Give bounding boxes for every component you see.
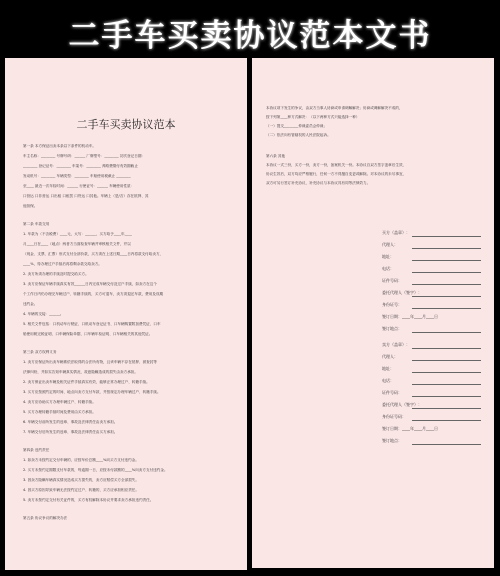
seller-field-label: 地址： [382, 366, 394, 371]
seller-field [382, 426, 487, 434]
body-line: 4. 卖方应协助买方办理车辆过户、转籍手续。 [23, 400, 96, 404]
buyer-field-line [412, 332, 481, 333]
buyer-field [382, 278, 487, 286]
body-line: 5. 相关文件包括：口机动车行驶证、口机动车登记证书、口车辆购置附加费凭证、口车 [23, 322, 161, 326]
buyer-field [382, 314, 487, 322]
body-line: 4. 因买方原因导致车辆无法按约定过户、转籍的，买方应承担相应责任。 [23, 488, 139, 492]
buyer-field [382, 230, 487, 238]
body-line: 3. 买方应按照约定的时间、地点向卖方支付车款，并按规定办理车辆过户、转籍手续。 [23, 390, 161, 394]
document-title: 二手车买卖协议范本 [76, 118, 176, 131]
buyer-field-line [412, 296, 481, 297]
body-line: 按下列第____种方式解决：（以下两种方式只能选择一种） [266, 115, 360, 119]
seller-field-line [412, 396, 481, 397]
buyer-field [382, 290, 487, 298]
buyer-field-label: 委托代理人（签字）： [382, 290, 422, 295]
seller-field-label: 代理人： [382, 354, 398, 359]
body-line: 第五条 协议争议的解决办法 [23, 516, 68, 520]
seller-field [382, 354, 487, 362]
body-line: 5. 买方办理转籍手续时间及费用由买方承担。 [23, 410, 96, 414]
seller-field [382, 402, 487, 410]
seller-field-label: 签订日期：____年____月____日 [382, 426, 438, 431]
seller-field-label: 卖方（盖章）： [382, 342, 410, 347]
body-line: 至____ 最近一次年检时间：______ 行使证号：______ 车辆使用性质： [23, 184, 135, 188]
buyer-field [382, 326, 487, 334]
body-line: （一）提交________仲裁委员会仲裁； [266, 124, 328, 128]
body-line: 第二条 车款交易 [23, 222, 50, 226]
body-line: 第四条 违约责任 [23, 448, 50, 452]
body-line: 违约金。 [23, 302, 38, 306]
body-line: 4. 车辆的交接：______。 [23, 312, 64, 316]
body-line: 7. 车辆交付后所发生的违章、事故及法律责任由买方承担。 [23, 430, 118, 434]
agreement-page-right [252, 58, 494, 568]
body-line: 本协议一式三份，买方一份，卖方一份，备案机关一份。本协议自双方签字盖章后生效， [266, 163, 407, 167]
seller-field [382, 342, 487, 350]
seller-field [382, 366, 487, 374]
buyer-field-label: 签订地点： [382, 326, 402, 331]
body-line: 船使用税完税证明、口车辆保险单据、口车辆年检证明、口车辆相关的其他凭证。 [23, 332, 153, 336]
buyer-field-line [412, 284, 481, 285]
buyer-field [382, 254, 487, 262]
seller-field-line [412, 420, 481, 421]
buyer-field-line [412, 308, 481, 309]
seller-field-label: 证件号码： [382, 390, 402, 395]
body-line: 1. 车款为（不含税费）____元，大写：______，买方给予____年____ [23, 232, 132, 236]
seller-field [382, 378, 487, 386]
buyer-field [382, 302, 487, 310]
body-line: 第三条 双方权利义务 [23, 350, 57, 354]
buyer-field [382, 266, 487, 274]
buyer-field-label: 证件号码： [382, 278, 402, 283]
body-line: 协议生效后，双方均应严格履行，任何一方不得擅自变更或解除。对本协议的未尽事宜， [266, 172, 407, 176]
buyer-field-label: 买方（盖章）： [382, 230, 410, 235]
body-line: 个工作日内仍办理完车辆过户、转籍手续的，买方可退车，卖方须退还车款，费用及误期 [23, 292, 164, 296]
seller-field-label: 电话： [382, 378, 394, 383]
body-line: 2. 买方未按约定期限支付车款的，每逾期一日，应按未付款额的____%向卖方支付违约金。 [23, 468, 168, 472]
body-line: 口营运 口非营运 口出租 口租赁 口货运 口其他。车辆上（是/否）存在抵押、其 [23, 194, 149, 198]
buyer-field-line [412, 260, 481, 261]
buyer-field-label: 地址： [382, 254, 394, 259]
body-line: 本协议项下发生的争议，由双方当事人协商或申请调解解决；协商或调解解决不成的， [266, 106, 403, 110]
body-line: （二）依法向有管辖权的人民法院起诉。 [266, 133, 331, 137]
buyer-field-label: 电话： [382, 266, 394, 271]
body-line: 6. 车辆交付前所发生的违章、事故及法律责任由卖方承担。 [23, 420, 118, 424]
body-line: 5. 卖方未按约定交付有关证件的，买方有权解除本协议并要求卖方承担违约责任。 [23, 498, 154, 502]
buyer-field-label: 代理人： [382, 242, 398, 247]
body-line: 第六条 其他 [266, 154, 286, 158]
seller-field-line [412, 408, 481, 409]
body-line: ________ 登记证号：________ 车架号：________ 养路费缴付有效期截止 [23, 164, 138, 168]
body-line: 发动机号：________ 车辆类型：________ 车船使用税截止 ________ [23, 174, 131, 178]
banner-title: 二手车买卖协议范本文书 [68, 18, 432, 54]
buyer-field-line [412, 236, 481, 237]
buyer-field-line [412, 248, 481, 249]
body-line: 他担保。 [23, 204, 38, 208]
body-line: 月____日在____（地点）两者方当面检查车辆并审核相关文件，并以 [23, 242, 131, 246]
body-line: 3. 卖方应保证车辆手续真实有效______日内完成车辆交付及过户手续，如卖方在这个 [23, 282, 157, 286]
body-line: （现金、支票、汇票）形式支付全部价款，买方须在上述日期____日内将款支付给卖方， [23, 252, 164, 256]
seller-field-line [412, 384, 481, 385]
seller-field-label: 身份证号码： [382, 414, 406, 419]
body-line: 法律纠纷，并如实告知车辆真实情况，故意隐瞒造成的损失由卖方承担。 [23, 370, 138, 374]
buyer-field [382, 242, 487, 250]
buyer-field-label: 签订日期：____年____月____日 [382, 314, 438, 319]
banner [0, 0, 500, 58]
body-line: 3. 因卖方隐瞒车辆真实情况造成买方损失的，卖方应赔偿买方全部损失。 [23, 478, 139, 482]
body-line: 1. 卖方应保证所出卖车辆系依法取得的合法所有物，且该车辆不存在抵押、被查封等 [23, 360, 157, 364]
seller-field-line [412, 348, 481, 349]
body-line: 1. 如卖方未按约定交付车辆的，应按车价总额____%向买方支付违约金。 [23, 458, 139, 462]
body-line: 2. 卖方所须办理的手续及时提交给买方。 [23, 272, 89, 276]
seller-field-label: 签订地点： [382, 438, 402, 443]
seller-field-line [412, 444, 481, 445]
buyer-field-label: 身份证号： [382, 302, 402, 307]
body-line: 车主名称：________ 号牌号码：______ 厂牌型号：________ 初次登记日期： [23, 154, 146, 158]
seller-field-line [412, 372, 481, 373]
buyer-field-line [412, 272, 481, 273]
body-line: 2. 卖方保证出卖车辆及相关证件手续真实有效，能够正常办理过户、转籍手续。 [23, 380, 150, 384]
agreement-page-left [5, 58, 247, 570]
seller-field [382, 414, 487, 422]
seller-field-label: 委托代理人（签字）： [382, 402, 422, 407]
body-line: 第一条 本方保证出卖本条以下条件的机动车。 [23, 144, 97, 148]
body-line: 双方可另行签订补充协议，补充协议与本协议具有同等法律效力。 [266, 181, 371, 185]
seller-field [382, 390, 487, 398]
seller-field [382, 438, 487, 446]
body-line: ____%，待办理过户手续后再将剩余款交给卖方。 [23, 262, 102, 266]
seller-field-line [412, 360, 481, 361]
